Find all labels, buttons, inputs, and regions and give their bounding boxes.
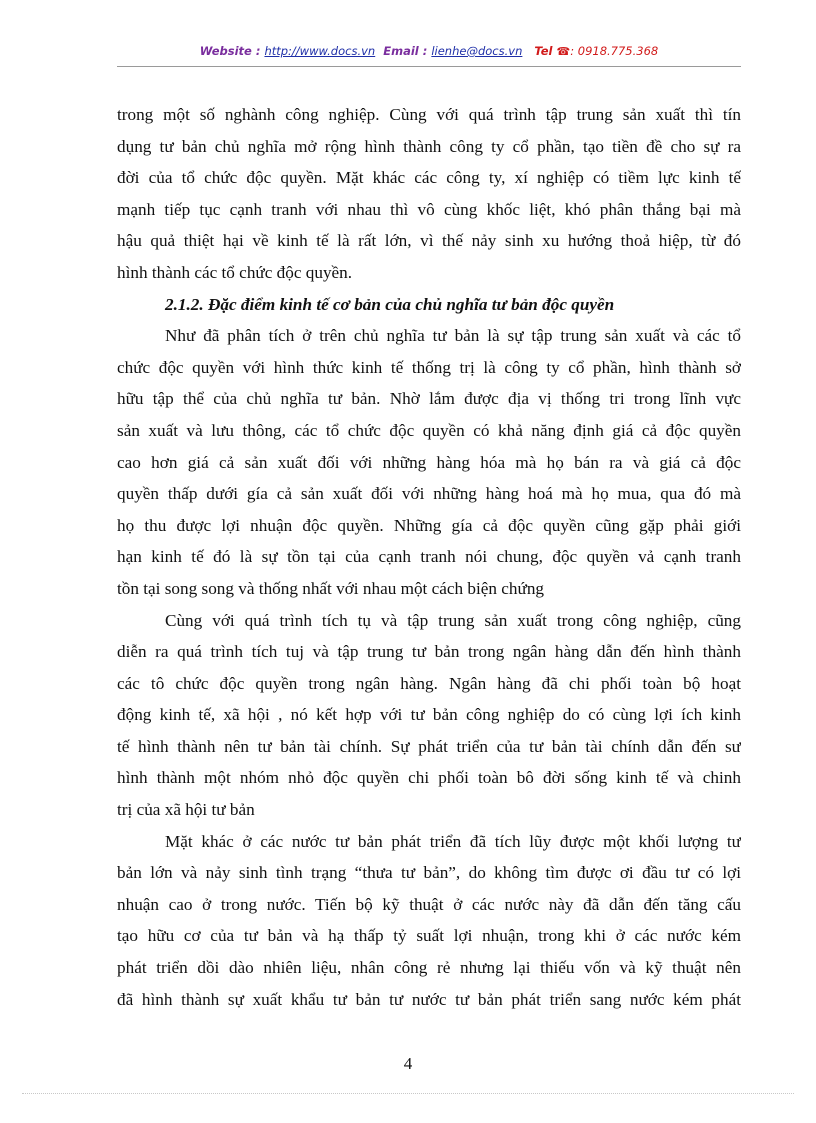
text-line: dụng tư bản chủ nghĩa mở rộng hình thành công ty cổ phần, tạo tiền đề cho sự ra (117, 136, 741, 156)
text-line: tế hình thành nên tư bản tài chính. Sự phát triển của tư bản tài chính dẫn đến sư (117, 736, 741, 756)
text-line: hình thành các tổ chức độc quyền. (117, 262, 353, 282)
text-line: tạo hữu cơ của tư bản và hạ thấp tỷ suất lợi nhuận, trong khi ở các nước kém (117, 926, 741, 946)
text-line: Mặt khác ở các nước tư bản phát triển đã tích lũy được một khối lượng tư (165, 831, 741, 851)
text-line: động kinh tế, xã hội , nó kết hợp với tư bản công nghiệp do có cùng lợi ích kinh (117, 705, 741, 725)
website-link[interactable]: http://www.docs.vn (264, 44, 376, 58)
email-label: Email : (383, 44, 428, 58)
text-line: tồn tại song song và thống nhất với nhau một cách biện chứng (117, 578, 545, 598)
text-line: họ thu được lợi nhuận độc quyền. Những gía cả độc quyền cũng gặp phải giới (117, 515, 741, 535)
paragraph (117, 605, 741, 826)
text-line: hạn kinh tế đó là sự tồn tại của cạnh tranh nói chung, độc quyền vả cạnh tranh (117, 547, 741, 567)
paragraph (117, 320, 741, 604)
paragraph (117, 99, 741, 289)
text-line: hữu tập thể của chủ nghĩa tư bản. Nhờ lắm được địa vị thống tri trong lĩnh vực (117, 389, 741, 409)
text-line: hậu quả thiệt hại về kinh tế là rất lớn, vì thế nảy sinh xu hướng thoả hiệp, từ đó (117, 231, 741, 251)
phone-number: : 0918.775.368 (570, 44, 659, 58)
text-line: diễn ra quá trình tích tuj và tập trung tư bản trong ngân hàng dẫn đến hình thành (117, 642, 741, 662)
text-line: hình thành một nhóm nhỏ độc quyền chi phối toàn bô đời sống kinh tế và chinh (117, 768, 741, 788)
text-line: mạnh tiếp tục cạnh tranh với nhau thì vô cùng khốc liệt, khó phân thắng bại mà (117, 199, 741, 219)
email-link[interactable]: lienhe@docs.vn (431, 44, 523, 58)
text-line: nhuận cao ở trong nước. Tiến bộ kỹ thuật ở các nước này đã dẫn đến tăng cấu (117, 894, 741, 914)
text-line: đã hình thành sự xuất khẩu tư bản tư nước tư bản phát triển sang nước kém phát (117, 989, 741, 1009)
text-line: trị của xã hội tư bản (117, 800, 255, 820)
text-line: phát triển dồi dào nhiên liệu, nhân công rẻ nhưng lại thiếu vốn và kỹ thuật nên (117, 958, 741, 978)
website-label: Website : (199, 44, 261, 58)
text-line: sản xuất và lưu thông, các tổ chức độc quyền có khả năng định giá cả độc quyền (117, 420, 741, 440)
text-line: đời của tổ chức độc quyền. Mặt khác các công ty, xí nghiệp có tiềm lực kinh tế (117, 168, 741, 188)
text-line: Cùng với quá trình tích tụ và tập trung sản xuất trong công nghiệp, cũng (165, 610, 741, 630)
text-line: chức độc quyền với hình thức kinh tế thống trị là công ty cổ phần, hình thành sở (117, 357, 741, 377)
text-line: các tô chức độc quyền trong ngân hàng. Ngân hàng đã chi phối toàn bộ hoạt (117, 673, 741, 693)
text-line: cao hơn giá cả sản xuất đối với những hàng hóa mà họ bán ra và giá cả độc (117, 452, 741, 472)
page-number: 4 (403, 1054, 413, 1073)
text-line: trong một số nghành công nghiệp. Cùng với quá trình tập trung sản xuất thì tín (117, 105, 741, 124)
tel-label: Tel (534, 44, 553, 58)
section-heading: 2.1.2. Đặc điểm kinh tế cơ bản của chủ nghĩa tư bản độc quyền (165, 294, 615, 314)
text-line: bản lớn và nảy sinh tình trạng “thưa tư bản”, do không tìm được ơi đầu tư có lợi (117, 863, 741, 883)
page-bottom-divider (22, 1093, 794, 1094)
header-divider (117, 66, 741, 67)
document-body (117, 99, 741, 1015)
phone-icon: ☎ (556, 45, 571, 58)
text-line: quyền thấp dưới gía cả sản xuất đối với những hàng hoá mà họ mua, qua đó mà (117, 484, 741, 504)
page-header (117, 44, 741, 66)
paragraph (117, 826, 741, 1016)
text-line: Như đã phân tích ở trên chủ nghĩa tư bản là sự tập trung sản xuất và các tổ (165, 326, 741, 346)
